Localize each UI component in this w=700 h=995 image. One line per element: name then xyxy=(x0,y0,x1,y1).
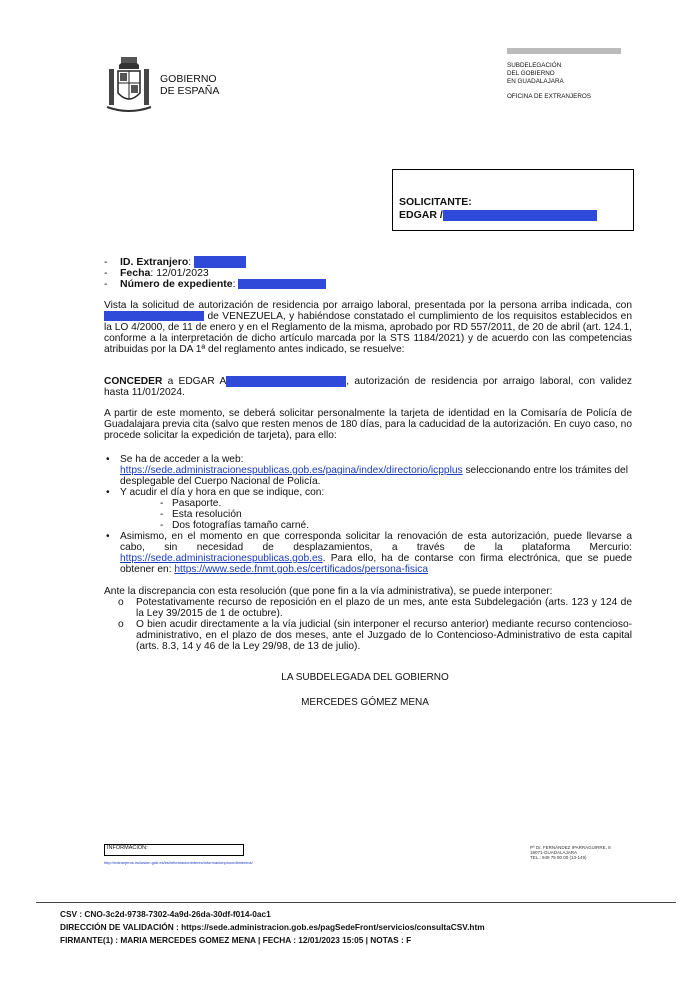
bullet-1-rest: seleccionando entre los trámites del desplegable del Cuerpo Nacional de Policía. xyxy=(120,465,628,487)
org-line-3: EN GUADALAJARA xyxy=(507,78,564,85)
office-name: OFICINA DE EXTRANJEROS xyxy=(507,93,591,100)
file-label: Número de expediente xyxy=(120,277,233,290)
p3-text: A partir de este momento, se deberá solicitar personalmente la tarjeta de identidad en la Comisaría de Policía de Guadalajara previa cita (salvo que resten menos de 180 días, para la caducidad de la autorización. En cuyo caso, no procede solicitar la expedición de tarjeta), para ello: xyxy=(104,408,632,441)
applicant-name-start: EDGAR / xyxy=(399,209,443,221)
fields-list xyxy=(104,256,326,289)
sub-item-photos: Dos fotografías tamaño carné. xyxy=(172,520,310,531)
date-value: : 12/01/2023 xyxy=(150,267,209,279)
sub-item-resolution: Esta resolución xyxy=(172,509,242,520)
bullet-1: • Se ha de acceder a la web: https://sede.administracionespublicas.gob.es/pagina/index/directorio/icpplus seleccionando entre los trámites del desplegable del Cuerpo Nacional de Policía. xyxy=(104,454,632,487)
paragraph-conceder xyxy=(104,376,632,398)
sub-item: - Pasaporte. xyxy=(160,498,222,509)
field-file: - Número de expediente: xyxy=(104,279,326,290)
option-1: o Potestativamente recurso de reposición en el plazo de un mes, ante esta Subdelegación (arts. 123 y 124 de la Ley 39/2015 de 1 de octubre). xyxy=(118,597,632,619)
sub-item-passport: Pasaporte. xyxy=(172,498,222,509)
paragraph-1 xyxy=(104,300,632,355)
redaction xyxy=(443,210,597,221)
p1-b: de VENEZUELA, y habiéndose constatado el cumplimiento de los requisitos establecidos en la LO 4/2000, de 11 de enero y en el Reglamento de la misma, aprobado por RD 557/2011, de 20 de abril (art. 124.1, conforme a la interpretación de dicho artículo marcada por la STS 1184/2021) y de acuerdo con las competencias atribuidas por la DA 1ª del reglamento antes indicado, se resuelve: xyxy=(104,311,633,355)
mercurio-link[interactable]: https://sede.administracionespublicas.gob.es xyxy=(120,553,323,564)
bullet-2-text: Y acudir el día y hora en que se indique, con: xyxy=(120,487,325,498)
applicant-label: SOLICITANTE: xyxy=(399,196,472,208)
paragraph-3 xyxy=(104,408,632,441)
footer-divider xyxy=(36,902,676,903)
org-block xyxy=(507,62,591,101)
org-bar xyxy=(507,48,621,54)
info-box xyxy=(104,844,244,856)
conceder-label: CONCEDER xyxy=(104,376,163,388)
applicant-name xyxy=(399,209,597,221)
bullet-3-mid: . Para ello, ha de contarse con firma electrónica, que se puede obtener en: xyxy=(120,553,632,575)
applicant-box xyxy=(392,169,634,231)
address-line-3: TEL.: 949 75 90 00 (13-149) xyxy=(530,855,587,860)
fnmt-link[interactable]: https://www.sede.fnmt.gob.es/certificados/persona-fisica xyxy=(174,564,429,575)
bullet-3: • Asimismo, en el momento en que corresponda solicitar la renovación de esta autorización, puede llevarse a cabo, sin necesidad de desplazamientos, a través de la plataforma Mercurio: https://sede.administracionespublicas.gob.es. Para ello, ha de contarse con firma electrónica, que se puede obtener en: https://www.sede.fnmt.gob.es/certificados/persona-fisica xyxy=(106,531,632,575)
validation-url: DIRECCIÓN DE VALIDACIÓN : https://sede.administracion.gob.es/pagSedeFront/servicios/consultaCSV.htm xyxy=(60,922,485,932)
bullet-3-text: Asimismo, en el momento en que corresponda solicitar la renovación de esta autorización, puede llevarse a cabo, sin necesidad de desplazamientos, a través de la plataforma Mercurio: xyxy=(120,531,632,553)
date-label: Fecha xyxy=(120,267,151,279)
info-link[interactable]: http://extranjeros.inclusion.gob.es/es/informacioninteres/informacionprocedimientos/ xyxy=(104,860,253,865)
sub-item: - Esta resolución xyxy=(160,509,242,520)
signature-name: MERCEDES GÓMEZ MENA xyxy=(301,697,429,708)
signature-title: LA SUBDELEGADA DEL GOBIERNO xyxy=(281,672,449,683)
org-line-1: SUBDELEGACIÓN xyxy=(507,62,562,69)
gov-line-1: GOBIERNO xyxy=(160,73,217,85)
id-label: ID. Extranjero xyxy=(120,255,189,268)
p4-text: Ante la discrepancia con esta resolución (que pone fin a la vía administrativa), se puede interponer: xyxy=(104,586,553,597)
conceder-a: a EDGAR A xyxy=(167,376,227,388)
csv-code: CSV : CNO-3c2d-9738-7302-4a9d-26da-30df-f014-0ac1 xyxy=(60,909,271,919)
info-label: INFORMACION: xyxy=(107,845,148,851)
gov-name xyxy=(160,73,219,97)
icpplus-link[interactable]: https://sede.administracionespublicas.gob.es/pagina/index/directorio/icpplus xyxy=(120,465,463,476)
address-block xyxy=(530,845,611,860)
paragraph-4 xyxy=(104,586,632,652)
bullet-list xyxy=(104,454,632,575)
address-line-2: 19071-GUADALAJARA xyxy=(530,850,578,855)
gov-line-2: DE ESPAÑA xyxy=(160,85,220,97)
org-line-2: DEL GOBIERNO xyxy=(507,70,555,77)
redaction xyxy=(226,376,346,387)
bullet-2: • Y acudir el día y hora en que se indique, con: - Pasaporte. - Esta resolución - Dos fotografías tamaño carné. xyxy=(104,487,632,531)
redaction xyxy=(238,279,326,289)
sub-item: - Dos fotografías tamaño carné. xyxy=(160,520,310,531)
validation-block xyxy=(60,908,485,947)
p1-a: Vista la solicitud de autorización de residencia por arraigo laboral, presentada por la persona arriba indicada, con xyxy=(104,300,632,311)
option-2: o O bien acudir directamente a la vía judicial (sin interponer el recurso anterior) mediante recurso contencioso-administrativo, en el plazo de dos meses, ante el Juzgado de lo Contencioso-Administrativo de esta capital (arts. 8.3, 14 y 46 de la Ley 29/98, de 13 de julio). xyxy=(118,619,632,652)
signer-line: FIRMANTE(1) : MARIA MERCEDES GOMEZ MENA | FECHA : 12/01/2023 15:05 | NOTAS : F xyxy=(60,935,412,945)
address-line-1: Pº Dr. FERNÁNDEZ IPARRAGUIRRE, 8 xyxy=(530,845,611,850)
bullet-1-text: Se ha de acceder a la web: xyxy=(120,454,244,465)
coat-of-arms-icon xyxy=(105,55,153,115)
conceder-b: , autorización de residencia por arraigo laboral, con validez hasta 11/01/2024. xyxy=(104,376,632,399)
field-date: - Fecha: 12/01/2023 xyxy=(104,267,209,279)
field-id: - ID. Extranjero: xyxy=(104,256,326,268)
redaction xyxy=(104,311,204,321)
